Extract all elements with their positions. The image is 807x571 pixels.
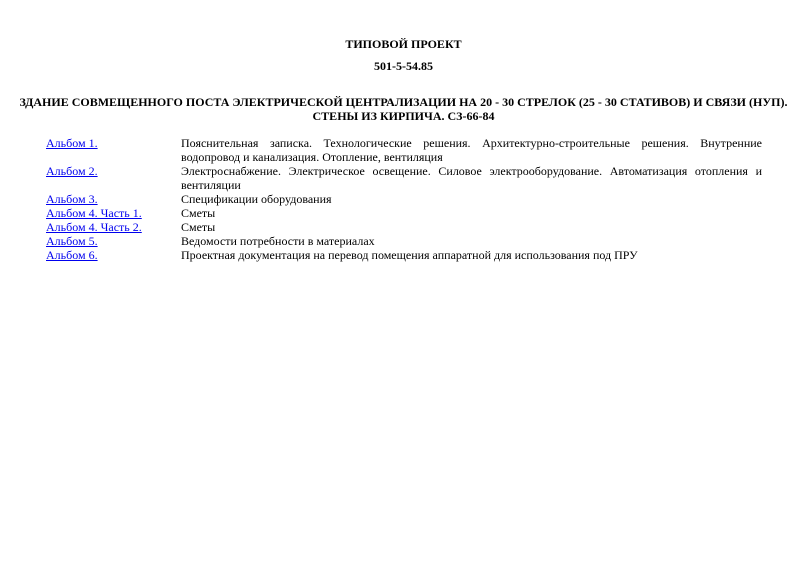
album-4-part-2-link[interactable]: Альбом 4. Часть 2. — [46, 220, 142, 234]
album-list — [46, 136, 762, 262]
document-type-title: ТИПОВОЙ ПРОЕКТ — [345, 37, 462, 51]
album-4-part-1-link[interactable]: Альбом 4. Часть 1. — [46, 206, 142, 220]
album-5-link[interactable]: Альбом 5. — [46, 234, 98, 248]
album-row — [46, 206, 762, 220]
album-row — [46, 192, 762, 206]
album-row — [46, 220, 762, 234]
album-2-link[interactable]: Альбом 2. — [46, 164, 98, 178]
album-4-part-1-description: Сметы — [181, 206, 216, 220]
album-row — [46, 248, 762, 262]
album-3-description: Спецификации оборудования — [181, 192, 332, 206]
album-5-description: Ведомости потребности в материалах — [181, 234, 375, 248]
album-6-link[interactable]: Альбом 6. — [46, 248, 98, 262]
album-row — [46, 136, 762, 164]
album-3-link[interactable]: Альбом 3. — [46, 192, 98, 206]
album-1-link[interactable]: Альбом 1. — [46, 136, 98, 150]
album-6-description: Проектная документация на перевод помещения аппаратной для использования под ПРУ — [181, 248, 638, 262]
album-1-description: Пояснительная записка. Технологические решения. Архитектурно-строительные решения. Внутренние водопровод и канализация. Отопление, вентиляция — [181, 136, 762, 164]
album-4-part-2-description: Сметы — [181, 220, 216, 234]
album-row — [46, 164, 762, 192]
project-number: 501-5-54.85 — [374, 59, 433, 73]
project-name-line-2: СТЕНЫ ИЗ КИРПИЧА. СЗ-66-84 — [312, 109, 495, 123]
album-2-description: Электроснабжение. Электрическое освещение. Силовое электрооборудование. Автоматизация отопления и вентиляции — [181, 164, 762, 192]
album-row — [46, 234, 762, 248]
project-name-line-1: ЗДАНИЕ СОВМЕЩЕННОГО ПОСТА ЭЛЕКТРИЧЕСКОЙ ЦЕНТРАЛИЗАЦИИ НА 20 - 30 СТРЕЛОК (25 - 30 СТАТИВОВ) И СВЯЗИ (НУП). — [19, 95, 788, 109]
